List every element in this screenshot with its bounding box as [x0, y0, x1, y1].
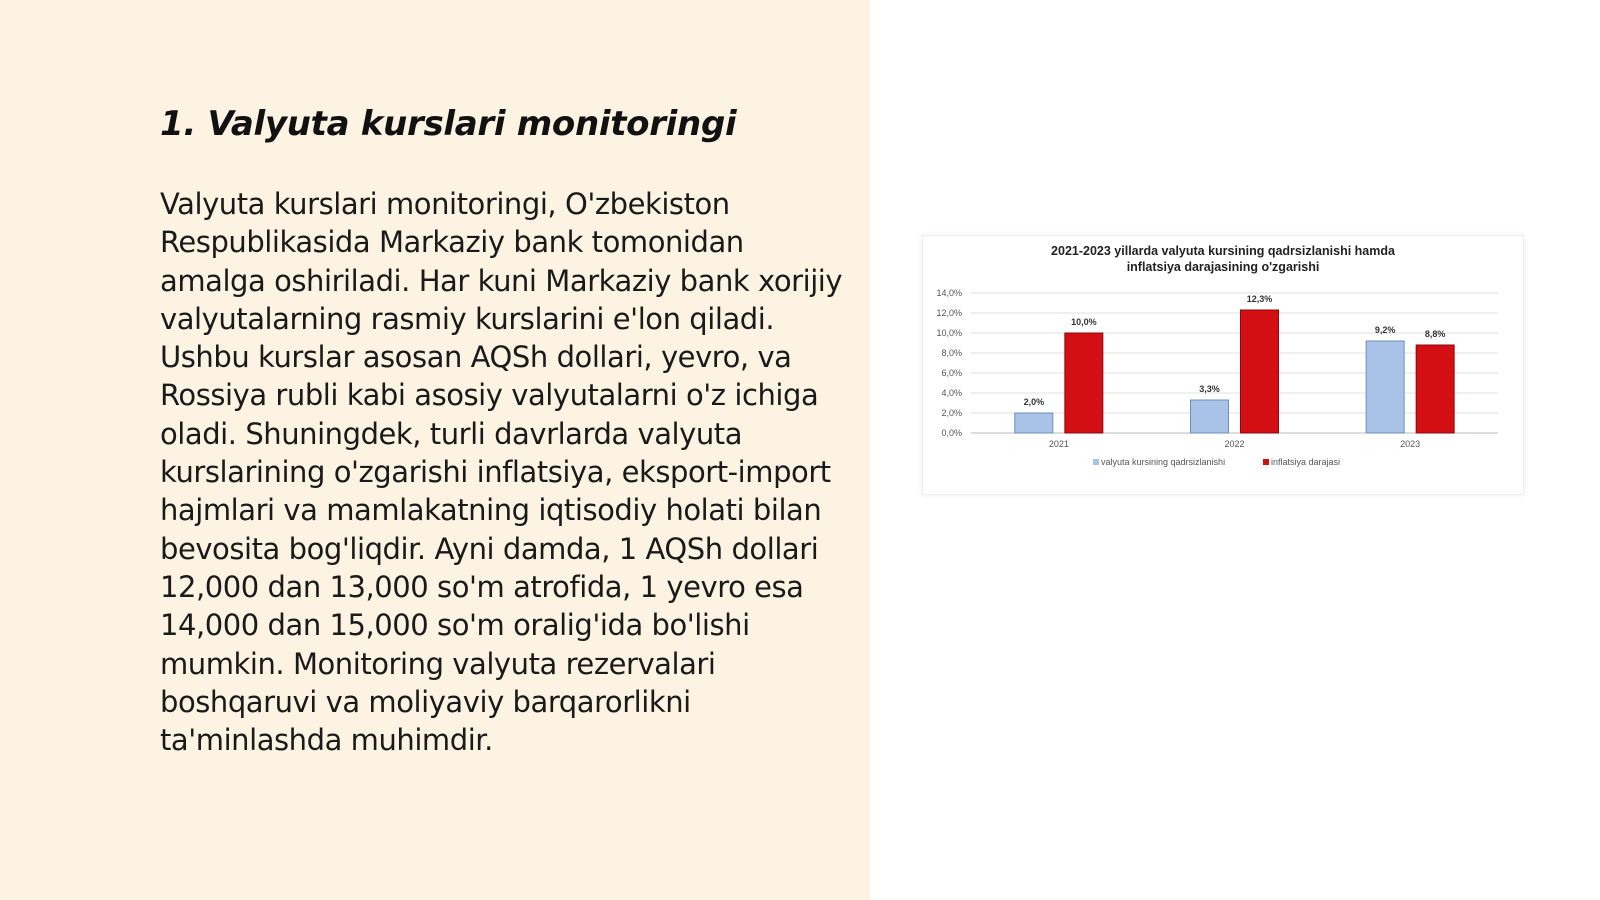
slide-body-text: Valyuta kurslari monitoringi, O'zbekiston Respublikasida Markaziy bank tomonidan amalga oshiriladi. Har kuni Markaziy bank xorijiy valyutalarning rasmiy kurslarini e'lon qiladi. Ushbu kurslar asosan AQSh dollari, yevro, va Rossiya rubli kabi asosiy valyutalarni o'z ichiga oladi. Shuningdek, turli davrlarda valyuta kurslarining o'zgarishi inflatsiya, eksport-import hajmlari va mamlakatning iqtisodiy holati bilan bevosita bog'liqdir. Ayni damda, 1 AQSh dollari 12,000 dan 13,000 so'm atrofida, 1 yevro esa 14,000 dan 15,000 so'm oralig'ida bo'lishi mumkin. Monitoring valyuta rezervalari boshqaruvi va moliyaviy barqarorlikni ta'minlashda muhimdir. — [160, 187, 843, 758]
legend-label: inflatsiya darajasi — [1271, 457, 1341, 467]
data-label: 12,3% — [1246, 294, 1273, 304]
x-tick-label: 2023 — [1400, 439, 1421, 449]
y-tick-label: 4,0% — [941, 388, 962, 398]
data-label: 9,2% — [1374, 325, 1396, 335]
chart-y-axis — [936, 288, 962, 438]
y-tick-label: 10,0% — [936, 328, 962, 338]
chart-subtitle: inflatsiya darajasining o'zgarishi — [1126, 260, 1320, 274]
chart-legend — [1093, 457, 1340, 467]
y-tick-label: 6,0% — [941, 368, 962, 378]
bar-depreciation — [1015, 413, 1053, 433]
data-label: 8,8% — [1424, 329, 1446, 339]
chart-canvas — [923, 236, 1523, 494]
x-tick-label: 2021 — [1048, 439, 1069, 449]
y-tick-label: 12,0% — [936, 308, 962, 318]
chart-title: 2021-2023 yillarda valyuta kursining qadrsizlanishi hamda — [1051, 244, 1395, 258]
data-label: 10,0% — [1071, 317, 1097, 327]
data-label: 2,0% — [1023, 397, 1045, 407]
y-tick-label: 14,0% — [936, 288, 962, 298]
bar-inflation — [1065, 333, 1103, 433]
x-tick-label: 2022 — [1224, 439, 1245, 449]
bar-inflation — [1416, 345, 1454, 433]
y-tick-label: 8,0% — [941, 348, 962, 358]
bar-depreciation — [1191, 400, 1229, 433]
legend-swatch-blue — [1093, 459, 1099, 465]
slide-title: 1. Valyuta kurslari monitoringi — [160, 104, 737, 144]
legend-label: valyuta kursining qadrsizlanishi — [1101, 457, 1226, 467]
bar-chart — [922, 235, 1524, 495]
y-tick-label: 2,0% — [941, 408, 962, 418]
chart-x-axis — [1049, 439, 1420, 449]
legend-swatch-red — [1263, 459, 1269, 465]
bar-inflation — [1241, 310, 1279, 433]
data-label: 3,3% — [1199, 384, 1220, 394]
bar-depreciation — [1366, 341, 1404, 433]
y-tick-label: 0,0% — [941, 428, 962, 438]
